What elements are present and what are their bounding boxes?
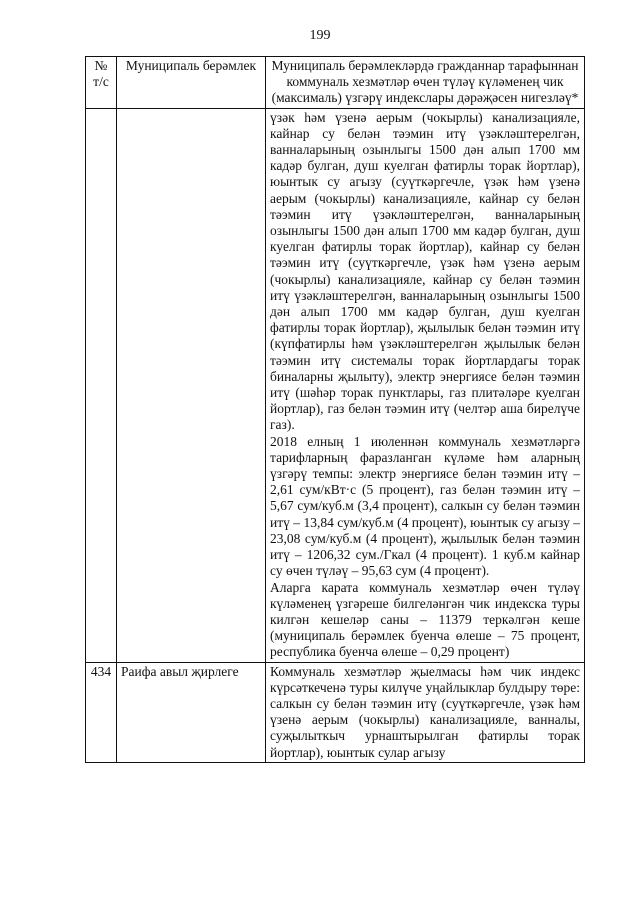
header-number: № т/с	[86, 57, 117, 109]
tariff-table	[85, 56, 585, 763]
page-number: 199	[309, 28, 331, 43]
row-description	[266, 108, 585, 662]
row-number: 434	[86, 662, 117, 762]
header-municipality: Муниципаль берәмлек	[117, 57, 266, 109]
description-paragraph: Коммуналь хезмәтләр җыелмасы һәм чик индекс күрсәткеченә туры килүче уңайлыклар булдыру төре: салкын су белән тәэмин итү (суүткәргечле, үзәк һәм үзенә аерым (чокырлы) канализацияле, ванналы, суҗылыткыч урнаштырылган фатирлы торак йортлар), юынтык сулар агызу	[270, 663, 580, 760]
description-paragraph: үзәк һәм үзенә аерым (чокырлы) канализацияле, кайнар су белән тәэмин итү үзәкләштерелгән, ванналарының озынлыгы 1500 дән алып 1700 мм кадәр булган, душ куелган фатирлы торак йортлар), юынтык су агызу (суүткәргечле, үзәк һәм үзенә аерым (чокырлы) канализацияле, кайнар су белән тәэмин итү үзәкләштерелгән, ванналарының озынлыгы 1500 дән алып 1700 мм кадәр булган, душ куелган фатирлы торак йортлар), кайнар су белән тәэмин итү (суүткәргечле, үзәк һәм үзенә аерым (чокырлы) канализацияле, кайнар су белән тәэмин итү үзәкләштерелгән, ванналарының озынлыгы 1500 дән алып 1700 мм кадәр булган, душ куелган фатирлы торак йортлар), җылылык белән тәэмин итү (күпфатирлы һәм үзәкләштерелгән җылылык белән тәэмин итү системалы торак йортлардагы торак биналарны җылыту), электр энергиясе белән тәэмин итү (шәһәр торак пунктлары, газ плитәләре куелган йортлар), газ белән тәэмин итү (челтәр аша бирелүче газ).	[270, 109, 580, 433]
row-municipality	[117, 108, 266, 662]
row-description	[266, 662, 585, 762]
header-description: Муниципаль берәмлекләрдә гражданнар тарафыннан коммуналь хезмәтләр өчен түләү күләменең чик (максималь) үзгәрү индекслары дәрәҗәсен нигезләү*	[266, 57, 585, 109]
row-number	[86, 108, 117, 662]
description-paragraph: Аларга карата коммуналь хезмәтләр өчен түләү күләменең үзгәреше билгеләнгән чик индекска туры килгән кешеләр саны – 11379 теркәлгән кеше (муниципаль берәмлек буенча өлеше – 75 процент, республика буенча өлеше – 0,29 процент)	[270, 579, 580, 660]
table-row	[86, 662, 585, 762]
row-municipality: Раифа авыл җирлеге	[117, 662, 266, 762]
table-header-row	[86, 57, 585, 109]
table-row	[86, 108, 585, 662]
description-paragraph: 2018 елның 1 июленнән коммуналь хезмәтләргә тарифларның фаразланган күләме һәм аларның үзгәрү темпы: электр энергиясе белән тәэмин итү – 2,61 сум/кВт·с (5 процент), газ белән тәэмин итү – 5,67 сум/куб.м (3,4 процент), салкын су белән тәэмин итү – 13,84 сум/куб.м (4 процент), юынтык су агызу – 23,08 сум/куб.м (4 процент), җылылык белән тәэмин итү – 1206,32 сум./Гкал (4 процент). 1 куб.м кайнар су өчен түләү – 95,63 сум (4 процент).	[270, 433, 580, 579]
